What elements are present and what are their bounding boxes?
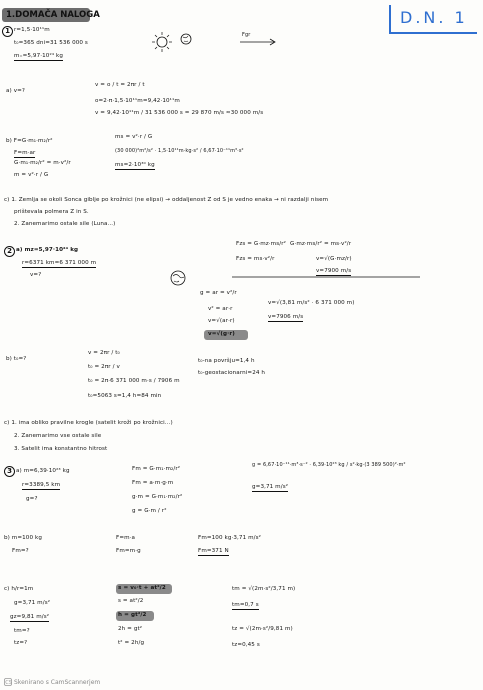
svg-text:CS: CS: [5, 680, 12, 686]
formula-line: ms=2·10³⁰ kg: [115, 162, 155, 168]
formula-line: t² = 2h/g: [118, 640, 145, 646]
formula-line: Fm=m·g: [116, 548, 141, 554]
given-line: t₀=365 dni=31 536 000 s: [14, 40, 88, 46]
given-line: r=3389,5 km: [22, 482, 61, 488]
formula-line: G·m₁·m₂/r² = m·v²/r: [14, 160, 71, 166]
note-line: 2. Zanemarimo ostale sile (Luna...): [14, 221, 116, 227]
given-line: r=6371 km=6 371 000 m: [22, 260, 97, 266]
given-line: b) m=100 kg: [4, 535, 42, 541]
note-line: c) 1. ima obliko pravilne krogle (satelit kroži po krožnici...): [4, 420, 173, 426]
formula-line: s = at²/2: [118, 598, 144, 604]
formula-line: v=√(ar·r): [208, 318, 235, 324]
formula-line: t₀ = 2π·6 371 000 m·s / 7906 m: [88, 378, 180, 384]
subtask-label: b) t₀=?: [6, 356, 27, 362]
task-number: 2: [4, 246, 15, 257]
given-line: r=1,5·10¹¹m: [14, 27, 50, 33]
formula-line: v=7900 m/s: [316, 268, 352, 274]
formula-line: t₀=5063 s=1,4 h=84 min: [88, 393, 162, 399]
given-line: a) m=6,39·10²³ kg: [16, 468, 70, 474]
formula-line: tz = √(2m·s²/9,81 m): [232, 626, 293, 632]
given-line: c) h/r=1m: [4, 586, 34, 592]
formula-line: Fm=100 kg·3,71 m/s²: [198, 535, 261, 541]
task-number: 1: [2, 26, 13, 37]
formula-line: ms = v²·r / G: [115, 134, 153, 140]
formula-line: g = 6,67·10⁻¹¹·m³·s⁻² · 6,39·10²³ kg / s²·kg·(3 389 500)²·m²: [252, 462, 406, 468]
note-line: prištevala polmera Z in S.: [14, 209, 89, 215]
formula-line: o=2·π·1,5·10¹¹m=9,42·10¹¹m: [95, 98, 180, 104]
sun-earth-diagram: [150, 30, 200, 60]
task-number: 3: [4, 466, 15, 477]
subtask-label: a) mz=5,97·10²⁴ kg: [16, 247, 79, 253]
formula-line: v=√(G·mz/r): [316, 256, 352, 262]
formula-line: tz=0,45 s: [232, 642, 260, 648]
given-line: Fm=?: [12, 548, 29, 554]
formula-line: Fm = a·m·g·m: [132, 480, 174, 486]
formula-line: v = 2πr / t₀: [88, 350, 120, 356]
formula-line: v² = ar·r: [208, 306, 233, 312]
note-line: 3. Satelit ima konstantno hitrost: [14, 446, 108, 452]
given-line: tz=?: [14, 640, 28, 646]
formula-line: v=√(g·r): [208, 331, 235, 337]
given-line: g=3,71 m/s²: [14, 600, 51, 606]
given-line: g=?: [26, 496, 38, 502]
formula-line: F=m·ar: [14, 150, 36, 156]
formula-line: tm = √(2m·s²/3,71 m): [232, 586, 296, 592]
given-line: v=?: [30, 272, 42, 278]
formula-line: Fzs = ms·v²/r: [236, 256, 275, 262]
formula-line: Fzs = G·mz·ms/r²: [236, 241, 286, 247]
formula-line: v = 9,42·10¹¹m / 31 536 000 s = 29 870 m/s ≈30 000 m/s: [95, 110, 264, 116]
formula-line: g = ar = v²/r: [200, 290, 237, 296]
scanner-logo-icon: [4, 678, 12, 686]
formula-line: 2h = gt²: [118, 626, 143, 632]
note-line: t₀-na površju=1,4 h: [198, 358, 255, 364]
formula-line: F=m·a: [116, 535, 136, 541]
formula-line: s = v₀·t + at²/2: [118, 585, 166, 591]
force-arrow: [240, 38, 280, 46]
earth-icon: [170, 270, 186, 286]
formula-line: t₀ = 2πr / v: [88, 364, 120, 370]
formula-line: v = o / t = 2πr / t: [95, 82, 145, 88]
given-line: tm=?: [14, 628, 30, 634]
note-line: 2. Zanemarimo vse ostale sile: [14, 433, 102, 439]
formula-line: g·m = G·m₁·m₂/r²: [132, 494, 183, 500]
formula-line: G·mz·ms/r² = ms·v²/r: [290, 241, 352, 247]
footer-text: Skenirano s CamScannerjem: [14, 679, 101, 686]
subtask-label: b) F=G·m₁·m₂/r²: [6, 138, 53, 144]
formula-line: g = G·m / r²: [132, 508, 167, 514]
formula-line: v=√(3,81 m/s² · 6 371 000 m): [268, 300, 355, 306]
given-line: m₌=5,97·10²⁴ kg: [14, 53, 63, 59]
page-title: 1.DOMAČA NALOGA: [6, 10, 100, 20]
note-line: t₀-geostacionarni=24 h: [198, 370, 266, 376]
formula-line: Fm = G·m₁·m₂/r²: [132, 466, 181, 472]
formula-line: tm=0,7 s: [232, 602, 259, 608]
stamp-label: D.N. 1: [400, 8, 468, 27]
formula-line: Fm=371 N: [198, 548, 229, 554]
force-label: Fgr: [242, 32, 251, 38]
divider-line: [232, 276, 422, 278]
note-line: c) 1. Zemlja se okoli Sonca giblje po krožnici (ne elipsi) → oddaljenost Z od S je vedno enaka → ni razdalji nisem: [4, 197, 329, 203]
formula-line: m = v²·r / G: [14, 172, 49, 178]
formula-line: (30 000)²m²/s² · 1,5·10¹¹m·kg·s² / 6,67·10⁻¹¹m³·s²: [115, 148, 244, 154]
formula-line: h = gt²/2: [118, 612, 147, 618]
given-line: gz=9,81 m/s²: [10, 614, 50, 620]
formula-line: v=7906 m/s: [268, 314, 304, 320]
subtask-label: a) v=?: [6, 88, 25, 94]
formula-line: g=3,71 m/s²: [252, 484, 289, 490]
